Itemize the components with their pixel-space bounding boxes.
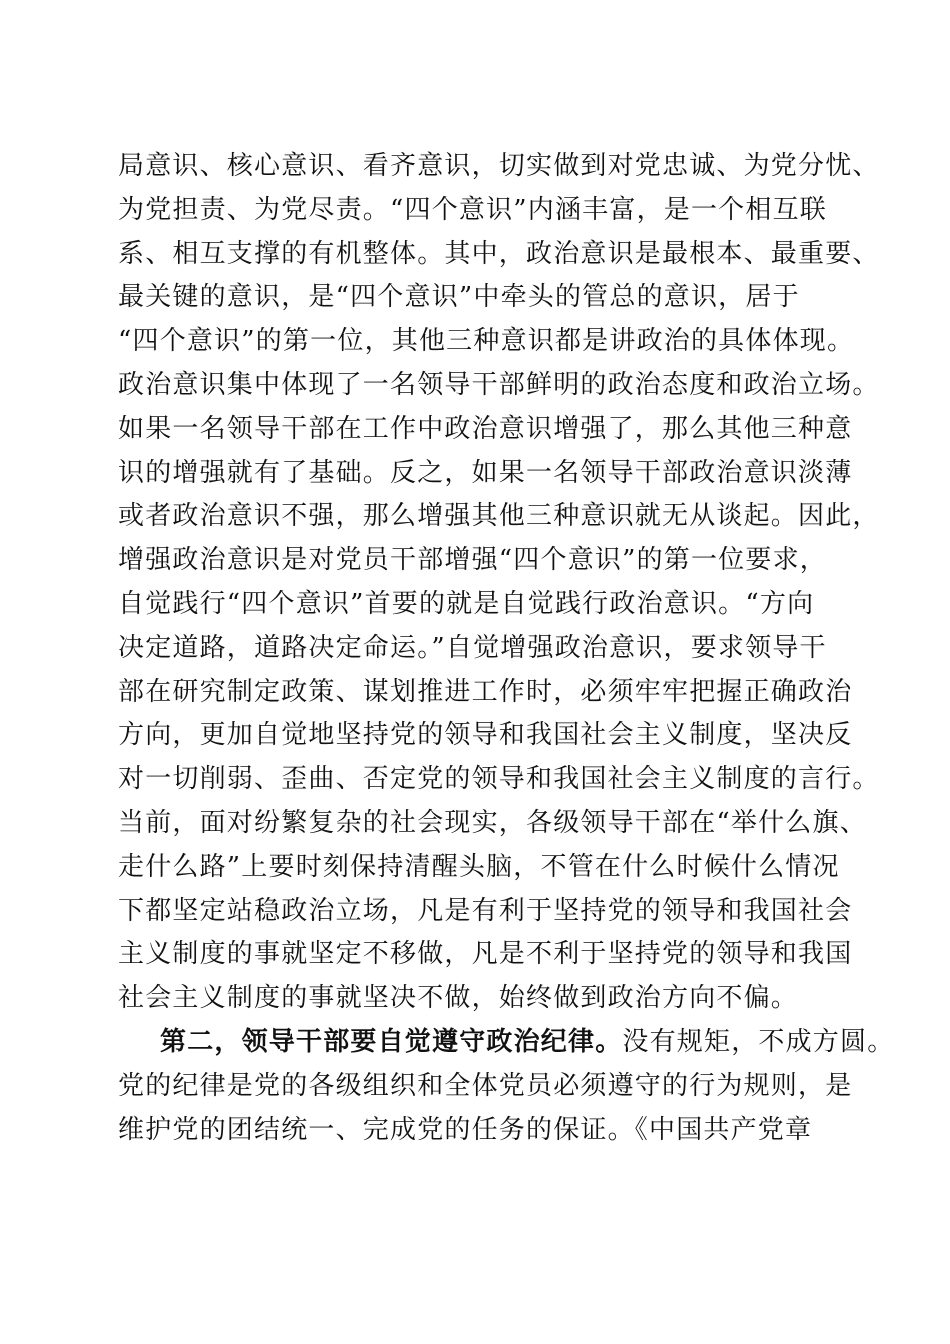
text-line: 局意识、核心意识、看齐意识，切实做到对党忠诚、为党分忧、 [118, 151, 880, 181]
text-line: 政治意识集中体现了一名领导干部鲜明的政治态度和政治立场。 [118, 369, 880, 400]
text-line: 系、相互支撑的有机整体。其中，政治意识是最根本、最重要、 [118, 238, 880, 269]
text-line: 或者政治意识不强，那么增强其他三种意识就无从谈起。因此， [118, 501, 880, 532]
text-line: 识的增强就有了基础。反之，如果一名领导干部政治意识淡薄 [118, 457, 853, 488]
text-line: “四个意识”的第一位，其他三种意识都是讲政治的具体体现。 [118, 326, 855, 357]
text-line: 对一切削弱、歪曲、否定党的领导和我国社会主义制度的言行。 [118, 764, 880, 795]
heading-rest: 没有规矩，不成方圆。 [622, 1026, 895, 1057]
text-line: 主义制度的事就坚定不移做，凡是不利于坚持党的领导和我国 [118, 939, 853, 970]
body-text [118, 145, 895, 1152]
text-line: 当前，面对纷繁复杂的社会现实，各级领导干部在“举什么旗、 [118, 807, 867, 838]
text-line: 增强政治意识是对党员干部增强“四个意识”的第一位要求， [118, 545, 827, 576]
text-line: 党的纪律是党的各级组织和全体党员必须遵守的行为规则，是 [118, 1070, 853, 1101]
text-line: 方向，更加自觉地坚持党的领导和我国社会主义制度，坚决反 [118, 720, 853, 751]
text-line: 部在研究制定政策、谋划推进工作时，必须牢牢把握正确政治 [118, 676, 853, 707]
text-line: 自觉践行“四个意识”首要的就是自觉践行政治意识。“方向 [118, 588, 815, 619]
text-line: 决定道路，道路决定命运。”自觉增强政治意识，要求领导干 [118, 632, 827, 663]
text-line: 为党担责、为党尽责。“四个意识”内涵丰富，是一个相互联 [118, 194, 827, 225]
text-line: 最关键的意识，是“四个意识”中牵头的管总的意识，居于 [118, 282, 800, 313]
paragraph-2-first-line [118, 1021, 895, 1065]
text-line: 如果一名领导干部在工作中政治意识增强了，那么其他三种意 [118, 413, 853, 444]
text-line: 社会主义制度的事就坚决不做，始终做到政治方向不偏。 [118, 983, 799, 1014]
text-line: 下都坚定站稳政治立场，凡是有利于坚持党的领导和我国社会 [118, 895, 853, 926]
section-heading: 第二，领导干部要自觉遵守政治纪律。 [160, 1026, 623, 1057]
text-line: 维护党的团结统一、完成党的任务的保证。《中国共产党章 [118, 1114, 813, 1145]
text-line: 走什么路”上要时刻保持清醒头脑，不管在什么时候什么情况 [118, 851, 840, 882]
